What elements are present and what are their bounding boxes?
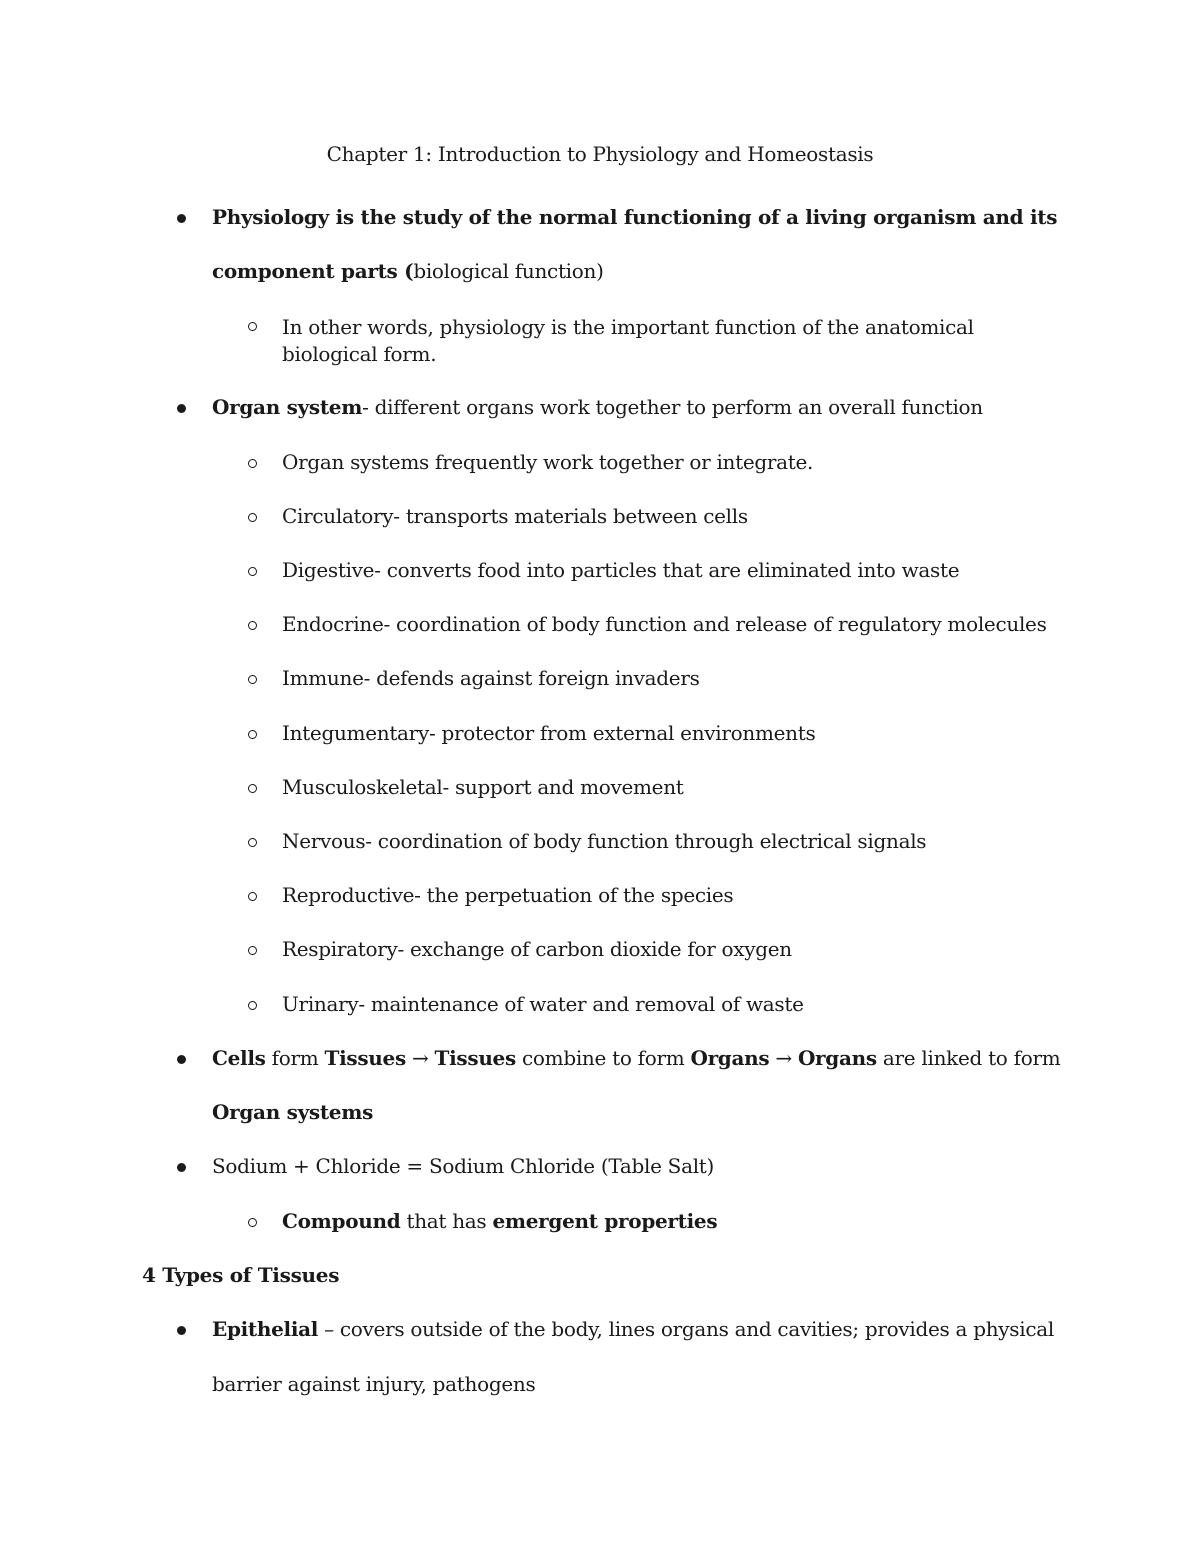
compound-term: Compound bbox=[282, 1209, 401, 1233]
organ-system-item: Circulatory- transports materials between cells bbox=[282, 504, 748, 528]
hierarchy-text: form bbox=[265, 1046, 325, 1070]
bullet-dot bbox=[177, 1163, 186, 1172]
bullet-ring bbox=[248, 621, 257, 630]
compound-line bbox=[282, 1209, 717, 1233]
organ-system-term: Organ system bbox=[212, 395, 363, 419]
organ-systems-term: Organ systems bbox=[212, 1100, 374, 1124]
bullet-ring bbox=[248, 946, 257, 955]
organ-system-line bbox=[212, 395, 983, 419]
tissues-term: Tissues bbox=[434, 1046, 516, 1070]
organ-system-item: Endocrine- coordination of body function and release of regulatory molecules bbox=[282, 612, 1047, 636]
physiology-line-2 bbox=[212, 259, 604, 283]
organ-system-item: Digestive- converts food into particles that are eliminated into waste bbox=[282, 558, 960, 582]
physiology-line-1 bbox=[212, 205, 1057, 229]
arrow-icon: → bbox=[769, 1046, 798, 1070]
organ-system-item: Nervous- coordination of body function through electrical signals bbox=[282, 829, 927, 853]
epithelial-definition: – covers outside of the body, lines organs and cavities; provides a physical bbox=[318, 1317, 1054, 1341]
page-title: Chapter 1: Introduction to Physiology and Homeostasis bbox=[326, 142, 874, 166]
epithelial-line-2: barrier against injury, pathogens bbox=[212, 1372, 536, 1396]
emergent-properties-term: emergent properties bbox=[492, 1209, 718, 1233]
organ-system-item: Respiratory- exchange of carbon dioxide for oxygen bbox=[282, 937, 792, 961]
bullet-ring bbox=[248, 838, 257, 847]
bullet-ring bbox=[248, 730, 257, 739]
hierarchy-line-2 bbox=[212, 1100, 373, 1124]
bullet-dot bbox=[177, 1326, 186, 1335]
organ-system-item: Urinary- maintenance of water and removal of waste bbox=[282, 992, 804, 1016]
bullet-dot bbox=[177, 214, 186, 223]
physiology-sub-item: In other words, physiology is the important function of the anatomical biological form. bbox=[282, 315, 974, 366]
hierarchy-text: are linked to form bbox=[876, 1046, 1061, 1070]
compound-text: that has bbox=[400, 1209, 493, 1233]
bullet-ring bbox=[248, 322, 257, 331]
organ-system-definition: - different organs work together to perform an overall function bbox=[362, 395, 983, 419]
bullet-dot bbox=[177, 1055, 186, 1064]
bullet-ring bbox=[248, 784, 257, 793]
sodium-chloride-line: Sodium + Chloride = Sodium Chloride (Table Salt) bbox=[212, 1154, 715, 1178]
physiology-definition-bold: Physiology is the study of the normal functioning of a living organism and its bbox=[212, 205, 1058, 229]
organ-system-item: Integumentary- protector from external environments bbox=[282, 721, 816, 745]
bullet-ring bbox=[248, 513, 257, 522]
epithelial-line-1 bbox=[212, 1317, 1054, 1341]
hierarchy-line-1 bbox=[212, 1046, 1060, 1070]
bullet-ring bbox=[248, 675, 257, 684]
cells-term: Cells bbox=[212, 1046, 266, 1070]
hierarchy-text: combine to form bbox=[515, 1046, 691, 1070]
bullet-ring bbox=[248, 459, 257, 468]
organs-term: Organs bbox=[690, 1046, 770, 1070]
component-parts-bold: component parts ( bbox=[212, 259, 414, 283]
organ-system-item: Immune- defends against foreign invaders bbox=[282, 666, 700, 690]
organ-system-item: Organ systems frequently work together or integrate. bbox=[282, 450, 814, 474]
organ-system-item: Reproductive- the perpetuation of the species bbox=[282, 883, 734, 907]
arrow-icon: → bbox=[405, 1046, 435, 1070]
bullet-ring bbox=[248, 892, 257, 901]
tissues-term: Tissues bbox=[324, 1046, 406, 1070]
epithelial-term: Epithelial bbox=[212, 1317, 319, 1341]
bullet-ring bbox=[248, 567, 257, 576]
bullet-ring bbox=[248, 1218, 257, 1227]
organs-term: Organs bbox=[797, 1046, 877, 1070]
section-heading: 4 Types of Tissues bbox=[142, 1263, 340, 1287]
biological-function-text: biological function) bbox=[413, 259, 604, 283]
organ-system-item: Musculoskeletal- support and movement bbox=[282, 775, 684, 799]
bullet-ring bbox=[248, 1001, 257, 1010]
bullet-dot bbox=[177, 404, 186, 413]
